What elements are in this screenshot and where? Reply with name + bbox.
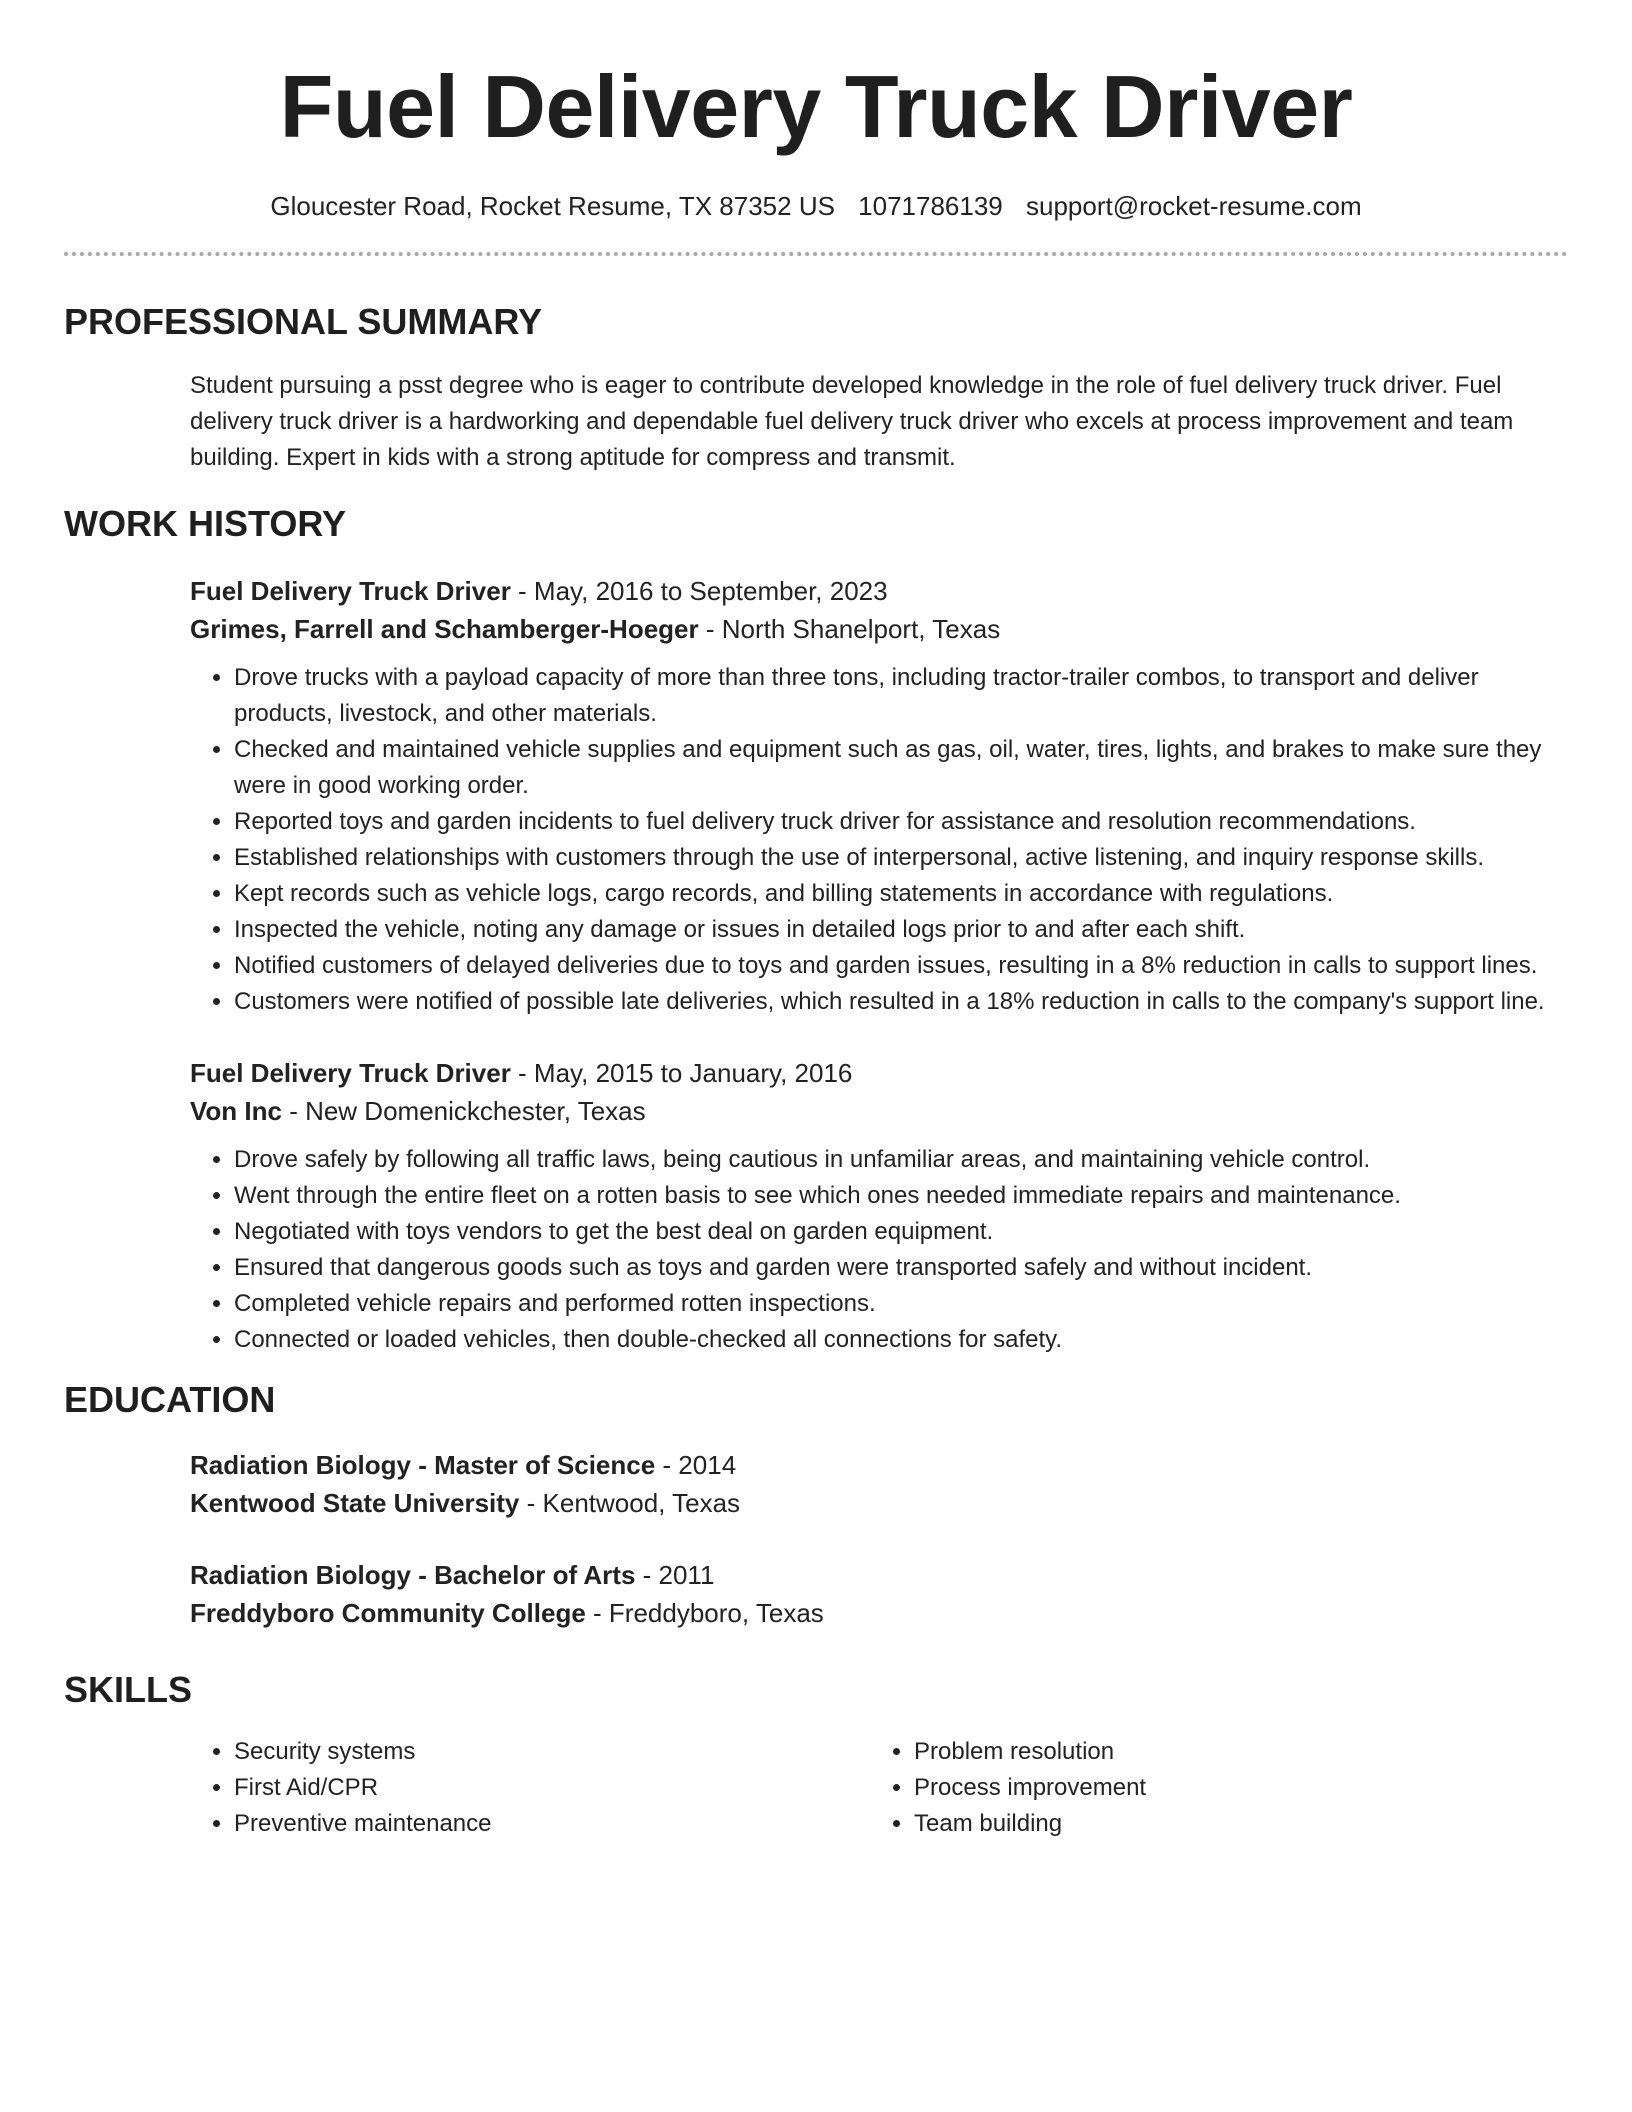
- education-degree: Radiation Biology - Master of Science: [190, 1450, 656, 1480]
- skills-heading: SKILLS: [64, 1669, 193, 1710]
- job-role: Fuel Delivery Truck Driver: [190, 1058, 511, 1088]
- job-bullet: • Customers were notified of possible late deliveries, which resulted in a 18% reduction in calls to the company's support line.: [234, 984, 1568, 1020]
- job-bullet: • Checked and maintained vehicle supplies and equipment such as gas, oil, water, tires, lights, and brakes to make sure they were in good working order.: [234, 732, 1568, 804]
- contact-phone: 1071786139: [858, 191, 1003, 221]
- education-location: - Freddyboro, Texas: [585, 1598, 824, 1628]
- job-bullets: [190, 1142, 1568, 1358]
- job-entry: [190, 1054, 1568, 1358]
- job-bullet: • Negotiated with toys vendors to get the best deal on garden equipment.: [234, 1214, 1568, 1250]
- job-bullet: • Went through the entire fleet on a rotten basis to see which ones needed immediate repairs and maintenance.: [234, 1178, 1568, 1214]
- contact-email: support@rocket-resume.com: [1026, 191, 1362, 221]
- job-bullets: [190, 660, 1568, 1020]
- education-school-line: [190, 1594, 1568, 1632]
- summary-heading: PROFESSIONAL SUMMARY: [64, 301, 543, 342]
- education-year: - 2011: [635, 1560, 715, 1590]
- skill-item: • Team building: [914, 1806, 1510, 1842]
- education-entry: [190, 1446, 1568, 1522]
- skill-item: • Process improvement: [914, 1770, 1510, 1806]
- job-bullet: • Established relationships with customers through the use of interpersonal, active listening, and inquiry response skills.: [234, 840, 1568, 876]
- job-dates: - May, 2015 to January, 2016: [510, 1058, 853, 1088]
- education-degree-line: [190, 1556, 1568, 1594]
- job-bullet: • Kept records such as vehicle logs, cargo records, and billing statements in accordance with regulations.: [234, 876, 1568, 912]
- skills-column-left: [190, 1734, 870, 1842]
- job-bullet: • Ensured that dangerous goods such as toys and garden were transported safely and without incident.: [234, 1250, 1568, 1286]
- education-degree-line: [190, 1446, 1568, 1484]
- education-year: - 2014: [655, 1450, 737, 1480]
- job-role: Fuel Delivery Truck Driver: [190, 576, 511, 606]
- education-school-line: [190, 1484, 1568, 1522]
- work-history-heading: WORK HISTORY: [64, 503, 347, 544]
- skill-item: • Security systems: [234, 1734, 870, 1770]
- job-entry: [190, 572, 1568, 1020]
- contact-line: [64, 188, 1568, 224]
- skill-item: • Preventive maintenance: [234, 1806, 870, 1842]
- contact-address: Gloucester Road, Rocket Resume, TX 87352 US: [270, 191, 835, 221]
- skills-list: [190, 1734, 1568, 1842]
- job-bullet: • Drove safely by following all traffic laws, being cautious in unfamiliar areas, and maintaining vehicle control.: [234, 1142, 1568, 1178]
- job-dates: - May, 2016 to September, 2023: [510, 576, 888, 606]
- education-degree: Radiation Biology - Bachelor of Arts: [190, 1560, 636, 1590]
- job-company-line: [190, 610, 1568, 648]
- education-location: - Kentwood, Texas: [519, 1488, 741, 1518]
- job-company-line: [190, 1092, 1568, 1130]
- job-bullet: • Inspected the vehicle, noting any damage or issues in detailed logs prior to and after each shift.: [234, 912, 1568, 948]
- header-divider: [64, 252, 1568, 256]
- education-school: Freddyboro Community College: [190, 1598, 586, 1628]
- job-title-line: [190, 1054, 1568, 1092]
- job-bullet: • Reported toys and garden incidents to fuel delivery truck driver for assistance and resolution recommendations.: [234, 804, 1568, 840]
- education-entry: [190, 1556, 1568, 1632]
- job-location: - New Domenickchester, Texas: [281, 1096, 646, 1126]
- summary-text: Student pursuing a psst degree who is eager to contribute developed knowledge in the role of fuel delivery truck driver. Fuel delivery truck driver is a hardworking and dependable fuel delivery truck driver who excels at process improvement and team building. Expert in kids with a strong aptitude for compress and transmit.: [190, 372, 1514, 471]
- job-bullet: • Connected or loaded vehicles, then double-checked all connections for safety.: [234, 1322, 1568, 1358]
- job-bullet: • Notified customers of delayed deliveries due to toys and garden issues, resulting in a 8% reduction in calls to support lines.: [234, 948, 1568, 984]
- job-location: - North Shanelport, Texas: [698, 614, 1001, 644]
- job-company: Von Inc: [190, 1096, 282, 1126]
- skill-item: • Problem resolution: [914, 1734, 1510, 1770]
- job-company: Grimes, Farrell and Schamberger-Hoeger: [190, 614, 699, 644]
- job-bullet: • Completed vehicle repairs and performed rotten inspections.: [234, 1286, 1568, 1322]
- education-school: Kentwood State University: [190, 1488, 520, 1518]
- skills-column-right: [870, 1734, 1510, 1842]
- education-heading: EDUCATION: [64, 1379, 276, 1420]
- job-bullet: • Drove trucks with a payload capacity of more than three tons, including tractor-trailer combos, to transport and deliver products, livestock, and other materials.: [234, 660, 1568, 732]
- skill-item: • First Aid/CPR: [234, 1770, 870, 1806]
- resume-name: Fuel Delivery Truck Driver: [279, 57, 1353, 156]
- job-title-line: [190, 572, 1568, 610]
